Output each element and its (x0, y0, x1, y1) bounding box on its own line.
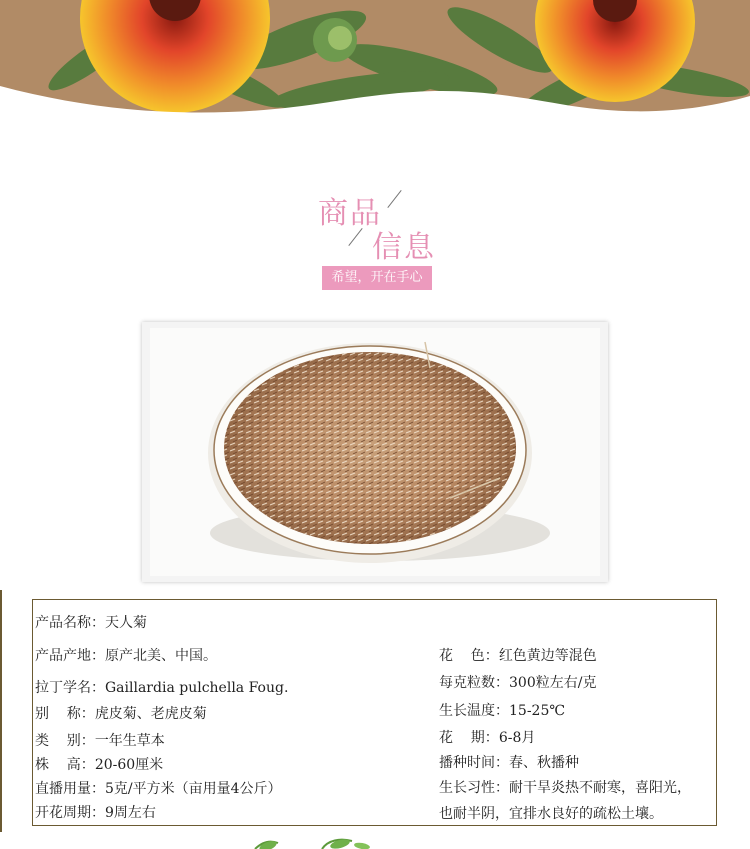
info-row-category (35, 731, 165, 751)
heading-word-product: 商品 (318, 196, 382, 231)
info-row-seeds-per-gram (439, 673, 596, 693)
left-accent-rule (0, 590, 2, 832)
flower-banner (0, 0, 750, 125)
info-value: 15-25℃ (509, 703, 566, 719)
info-row-growth-habit-continued (439, 804, 663, 824)
info-label: 直播用量： (35, 781, 105, 797)
info-value: 原产北美、中国。 (105, 648, 217, 664)
info-row-flower-color (439, 646, 597, 666)
info-label: 产品产地： (35, 648, 105, 664)
info-label: 生长温度： (439, 703, 509, 719)
info-label: 开花周期： (35, 805, 105, 821)
info-label: 类 别： (35, 733, 95, 749)
info-label: 播种时间： (439, 755, 509, 771)
section-heading (0, 178, 750, 298)
info-label: 生长习性： (439, 780, 509, 796)
info-value: 6-8月 (498, 730, 536, 746)
info-value: 红色黄边等混色 (498, 648, 597, 664)
info-label: 产品名称： (35, 615, 105, 631)
product-photo-frame (142, 322, 608, 582)
heading-slash-top (387, 190, 401, 208)
info-value: 虎皮菊、老虎皮菊 (94, 706, 207, 722)
info-row-sowing-time (439, 753, 579, 773)
leaf-sprig-icon (0, 832, 750, 849)
info-row-height (35, 755, 163, 775)
info-row-latin-name (35, 678, 288, 698)
info-value: 春、秋播种 (509, 755, 579, 771)
info-row-name (35, 613, 147, 633)
info-value: 也耐半阴，宜排水良好的疏松土壤。 (439, 806, 663, 822)
info-row-growth-habit (439, 778, 691, 798)
info-label: 每克粒数： (439, 675, 509, 691)
info-value: Gaillardia pulchella Foug. (105, 680, 289, 696)
info-row-origin (35, 646, 217, 666)
info-value: 5克/平方米（亩用量4公斤） (105, 781, 282, 797)
info-value: 300粒左右/克 (509, 675, 597, 691)
info-value: 一年生草本 (94, 733, 165, 749)
info-row-growth-temperature (439, 701, 565, 721)
info-value: 天人菊 (105, 615, 147, 631)
info-label: 花 色： (439, 648, 499, 664)
info-row-flowering-period (439, 728, 535, 748)
bottom-leaf-decoration (0, 832, 750, 849)
info-value: 20-60厘米 (94, 757, 164, 773)
seed-bowl-image (150, 328, 600, 576)
info-row-alias (35, 704, 207, 724)
product-photo (150, 328, 600, 576)
product-info-table (32, 599, 717, 826)
info-row-sowing-amount (35, 779, 282, 799)
tagline-badge: 希望，开在手心 (322, 266, 432, 290)
info-value: 9周左右 (105, 805, 156, 821)
info-value: 耐干旱炎热不耐寒，喜阳光， (509, 780, 691, 796)
info-label: 株 高： (35, 757, 95, 773)
banner-image (0, 0, 750, 125)
info-row-bloom-cycle (35, 803, 156, 823)
info-label: 花 期： (439, 730, 499, 746)
info-label: 别 称： (35, 706, 95, 722)
heading-word-info: 信息 (372, 230, 436, 265)
info-label: 拉丁学名： (35, 680, 105, 696)
